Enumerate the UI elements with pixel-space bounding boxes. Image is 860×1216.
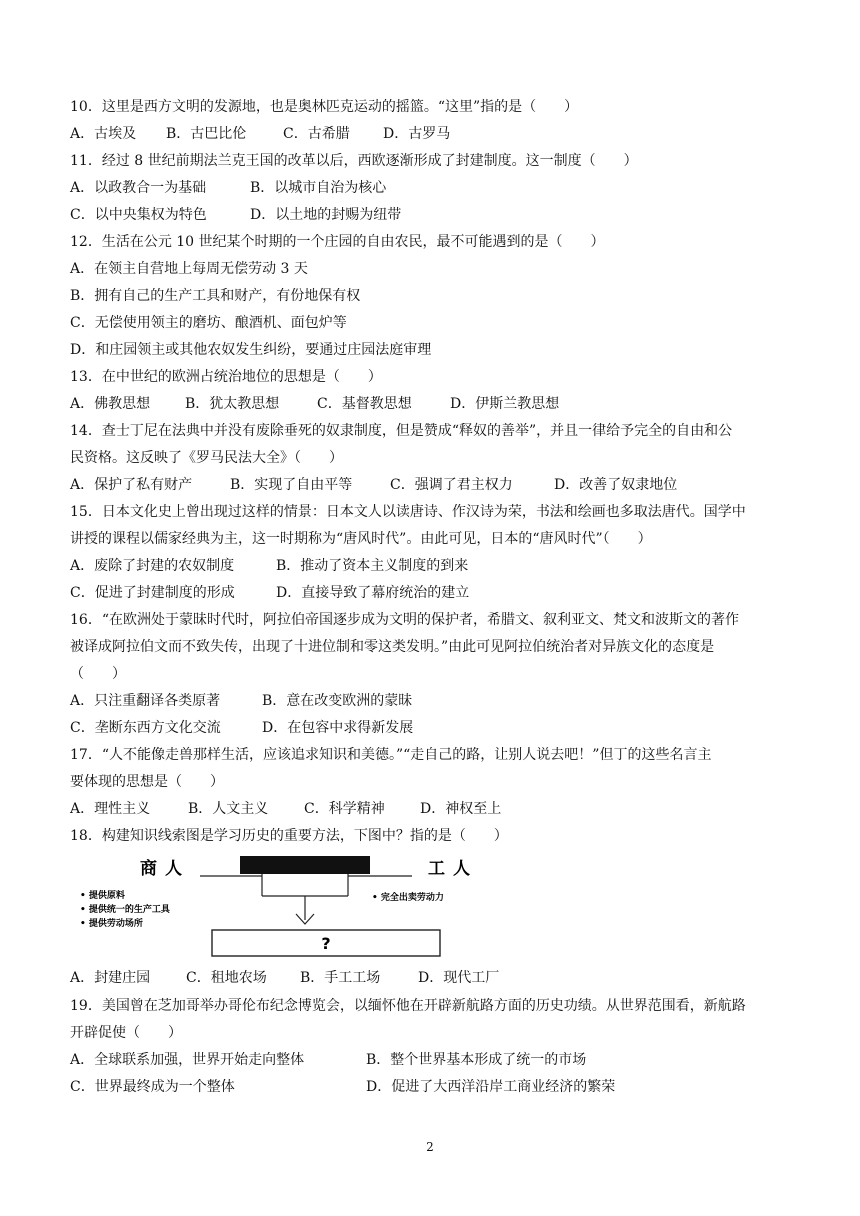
option-d: D．直接导致了幕府统治的建立 — [276, 585, 470, 601]
question-10-stem: 10．这里是西方文明的发源地，也是奥林匹克运动的摇篮。“这里”指的是（ ） — [70, 99, 579, 115]
option-c: C．租地农场 — [186, 970, 267, 986]
question-13-stem: 13．在中世纪的欧洲占统治地位的思想是（ ） — [70, 369, 382, 385]
option-d: D．伊斯兰教思想 — [450, 396, 560, 412]
option-b: B．手工工场 — [300, 970, 381, 986]
question-16-options — [70, 691, 412, 711]
question-14-stem-line2: 民资格。这反映了《罗马民法大全》（ ） — [70, 450, 343, 466]
merchant-item-3: • 提供劳动场所 — [80, 919, 143, 929]
top-black-bar — [240, 856, 370, 874]
question-15-options — [70, 556, 468, 576]
option-c: C．科学精神 — [304, 801, 385, 817]
option-d: D．改善了奴隶地位 — [554, 477, 678, 493]
question-11-options-row2 — [70, 205, 401, 225]
option-d: D．以土地的封赐为纽带 — [250, 207, 402, 223]
question-11-options — [70, 178, 386, 198]
question-15-options-row2 — [70, 583, 469, 603]
option-d: D．神权至上 — [420, 801, 502, 817]
question-18-stem: 18．构建知识线索图是学习历史的重要方法，下图中？指的是（ ） — [70, 828, 508, 844]
option-a: A．古埃及 — [70, 126, 137, 142]
question-10-options — [70, 124, 450, 144]
question-18-options — [70, 968, 499, 988]
option-c: C．基督教思想 — [317, 396, 412, 412]
option-a: A．佛教思想 — [70, 396, 151, 412]
question-17-options — [70, 799, 501, 819]
option-b: B．以城市自治为核心 — [250, 180, 387, 196]
option-c: C．以中央集权为特色 — [70, 207, 207, 223]
question-15-stem-line1: 15．日本文化史上曾出现过这样的情景：日本文人以读唐诗、作汉诗为荣，书法和绘画也多取法唐代。国学中 — [70, 504, 746, 520]
option-b: B．实现了自由平等 — [230, 477, 353, 493]
option-b: B．整个世界基本形成了统一的市场 — [366, 1052, 587, 1068]
option-d: D．现代工厂 — [418, 970, 500, 986]
option-b: B．人文主义 — [188, 801, 269, 817]
question-15-stem-line2: 讲授的课程以儒家经典为主，这一时期称为“唐风时代”。由此可见，日本的“唐风时代”（ ） — [70, 531, 652, 547]
option-a: A．保护了私有财产 — [70, 477, 193, 493]
option-a: A．理性主义 — [70, 801, 151, 817]
option-b: B．拥有自己的生产工具和财产，有份地保有权 — [70, 288, 361, 304]
merchant-title: 商人 — [140, 859, 190, 879]
option-b: B．古巴比伦 — [166, 126, 247, 142]
question-19-options — [70, 1050, 586, 1070]
option-d: D．和庄园领主或其他农奴发生纠纷，要通过庄园法庭审理 — [70, 342, 432, 358]
question-11-stem: 11．经过 8 世纪前期法兰克王国的改革以后，西欧逐渐形成了封建制度。这一制度（ ） — [70, 153, 638, 169]
question-17-stem-line1: 17．“人不能像走兽那样生活，应该追求知识和美德。”“走自己的路，让别人说去吧！”但丁的这些名言主 — [70, 747, 712, 763]
merchant-item-1: • 提供原料 — [80, 891, 125, 901]
result-box-label: ? — [321, 934, 331, 953]
question-16-stem-line2: 被译成阿拉伯文而不致失传，出现了十进位制和零这类发明。”由此可见阿拉伯统治者对异族文化的态度是 — [70, 639, 715, 655]
worker-title: 工人 — [428, 859, 478, 879]
question-16-stem-line1: 16．“在欧洲处于蒙昧时代时，阿拉伯帝国逐步成为文明的保护者，希腊文、叙利亚文、梵文和波斯文的著作 — [70, 612, 739, 628]
question-19-stem-line1: 19．美国曾在芝加哥举办哥伦布纪念博览会，以缅怀他在开辟新航路方面的历史功绩。从世界范围看，新航路 — [70, 998, 746, 1014]
question-14-options — [70, 475, 677, 495]
option-c: C．垄断东西方文化交流 — [70, 720, 221, 736]
knowledge-diagram — [72, 852, 500, 962]
option-c: C．强调了君主权力 — [390, 477, 513, 493]
question-19-options-row2 — [70, 1077, 615, 1097]
question-14-stem-line1: 14．查士丁尼在法典中并没有废除垂死的奴隶制度，但是赞成“释奴的善举”，并且一律给予完全的自由和公 — [70, 423, 733, 439]
question-17-stem-line2: 要体现的思想是（ ） — [70, 774, 224, 790]
question-19-stem-line2: 开辟促使（ ） — [70, 1025, 182, 1041]
option-b: B．犹太教思想 — [185, 396, 280, 412]
question-16-options-row2 — [70, 718, 413, 738]
option-a: A．只注重翻译各类原著 — [70, 693, 221, 709]
question-13-options — [70, 394, 559, 414]
option-a: A．以政教合一为基础 — [70, 180, 207, 196]
option-a: A．封建庄园 — [70, 970, 151, 986]
option-c: C．无偿使用领主的磨坊、酿酒机、面包炉等 — [70, 315, 347, 331]
option-c: C．世界最终成为一个整体 — [70, 1079, 235, 1095]
merchant-item-2: • 提供统一的生产工具 — [80, 905, 170, 915]
question-16-stem-line3: （ ） — [70, 666, 126, 682]
option-d: D．促进了大西洋沿岸工商业经济的繁荣 — [366, 1079, 616, 1095]
page-number: 2 — [426, 1140, 434, 1154]
option-a: A．废除了封建的农奴制度 — [70, 558, 235, 574]
option-b: B．意在改变欧洲的蒙昧 — [262, 693, 413, 709]
option-a: A．在领主自营地上每周无偿劳动 3 天 — [70, 261, 308, 277]
option-a: A．全球联系加强，世界开始走向整体 — [70, 1052, 305, 1068]
option-c: C．古希腊 — [283, 126, 350, 142]
option-d: D．古罗马 — [383, 126, 451, 142]
option-b: B．推动了资本主义制度的到来 — [276, 558, 469, 574]
option-d: D．在包容中求得新发展 — [262, 720, 414, 736]
option-c: C．促进了封建制度的形成 — [70, 585, 235, 601]
worker-item-1: • 完全出卖劳动力 — [372, 893, 444, 903]
question-12-stem: 12．生活在公元 10 世纪某个时期的一个庄园的自由农民，最不可能遇到的是（ ） — [70, 234, 605, 250]
